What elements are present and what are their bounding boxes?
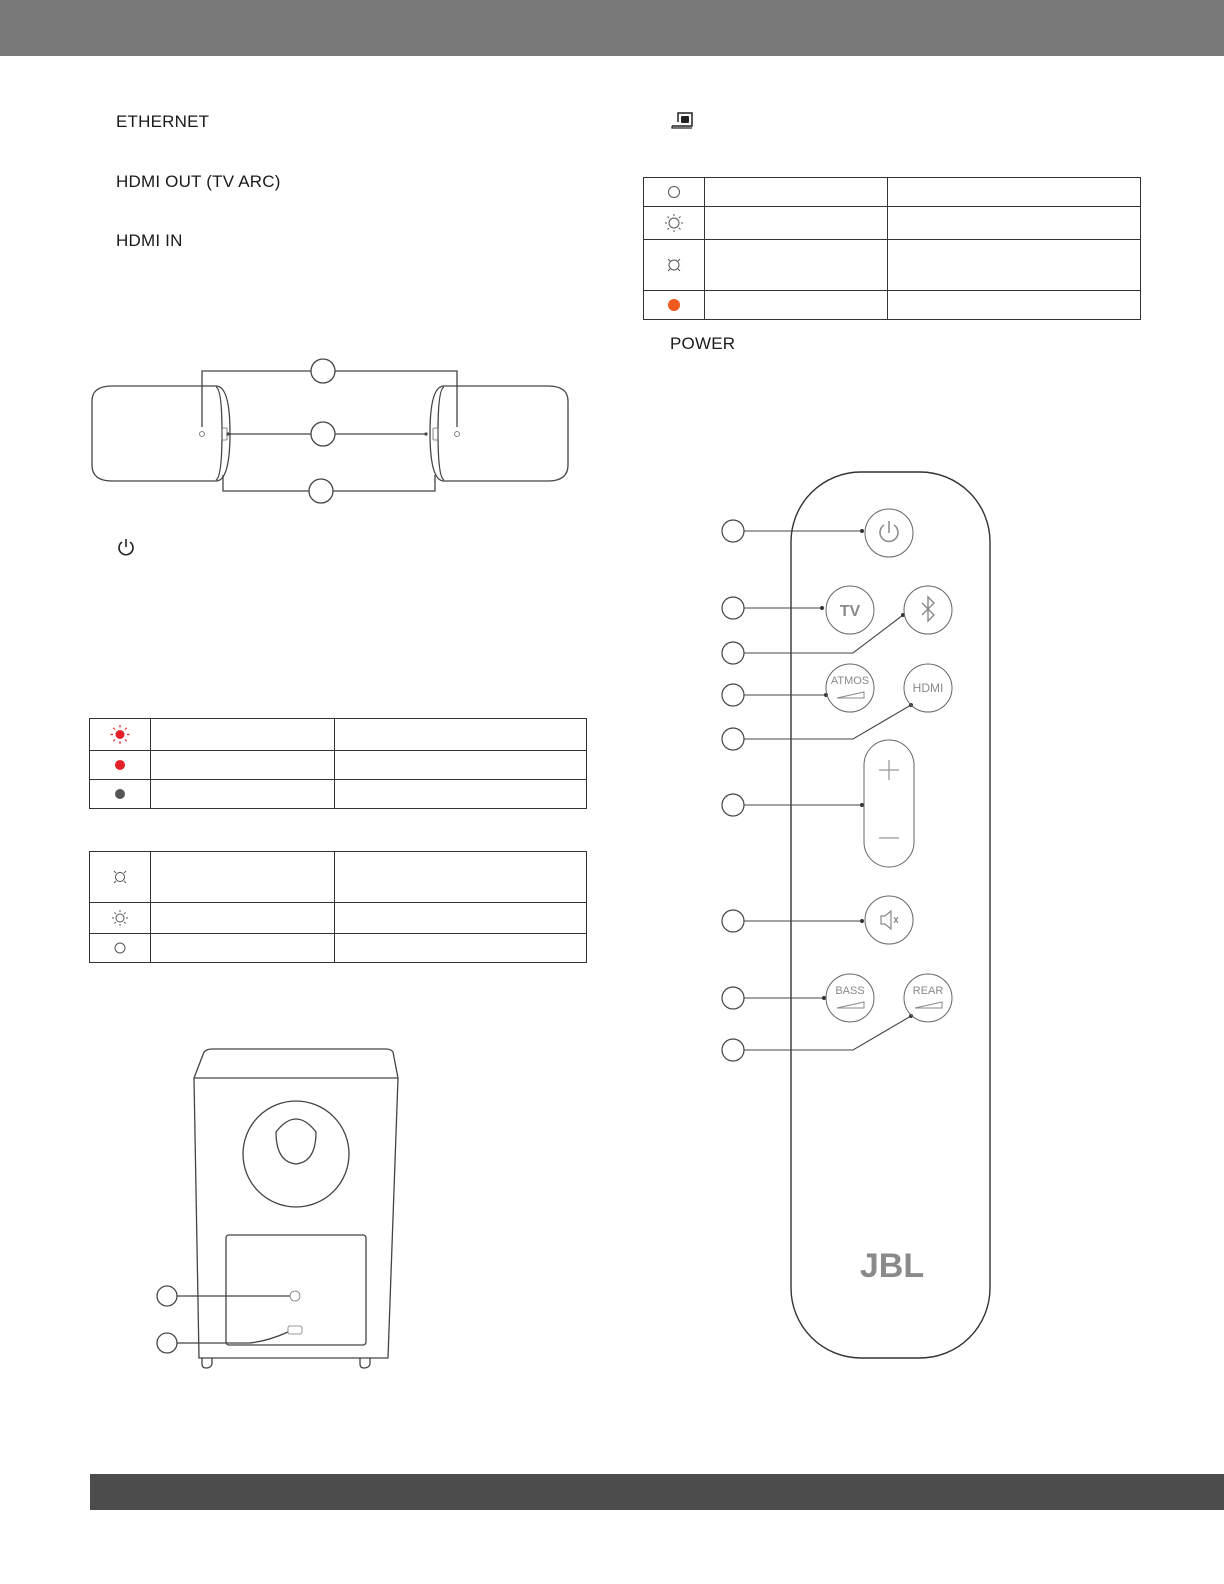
rear-button[interactable] [904,974,952,1022]
bass-level-icon [837,1002,864,1008]
orange-solid-led-icon [644,291,704,319]
red-flashing-led-icon [90,719,150,750]
atmos-level-icon [837,692,864,698]
led-status-table-1 [89,718,587,809]
atmos-button-label: ATMOS [830,675,870,687]
white-slow-flashing-led-icon [90,903,150,933]
bluetooth-icon [922,597,934,621]
white-solid-led-icon [644,178,704,206]
footer-bar [90,1474,1224,1510]
hdmi-in-label: HDMI IN [116,231,183,250]
tv-button-label: TV [839,603,861,620]
led-status-table-2 [89,851,587,963]
bass-button-label: BASS [835,985,865,997]
remote-control-diagram [716,470,1000,1364]
bass-button[interactable] [826,974,874,1022]
rear-button-label: REAR [912,985,944,997]
white-slow-flashing-led-icon [644,207,704,239]
hdmi-button-label: HDMI [912,681,944,695]
led-status-table-3 [643,177,1141,320]
white-fast-flashing-led-icon [90,852,150,902]
power-icon [116,537,136,558]
white-solid-led-icon [90,934,150,962]
mute-icon [881,911,898,929]
pairing-button-icon [670,109,696,131]
jbl-logo [860,1247,924,1285]
mute-button[interactable] [865,896,913,944]
rear-level-icon [915,1002,942,1008]
svg-text:JBL: JBL [859,1247,925,1285]
rear-speakers-diagram [88,355,572,507]
atmos-button[interactable] [826,664,874,712]
power-icon [880,521,898,541]
red-solid-led-icon [90,751,150,779]
power-label: POWER [670,334,736,353]
header-bar [0,0,1224,56]
white-fast-flashing-led-icon [644,240,704,290]
subwoofer-diagram [150,1040,410,1376]
volume-rocker[interactable] [864,740,914,867]
hdmi-out-label: HDMI OUT (TV ARC) [116,172,281,191]
led-off-dark-icon [90,780,150,808]
ethernet-label: ETHERNET [116,112,210,131]
